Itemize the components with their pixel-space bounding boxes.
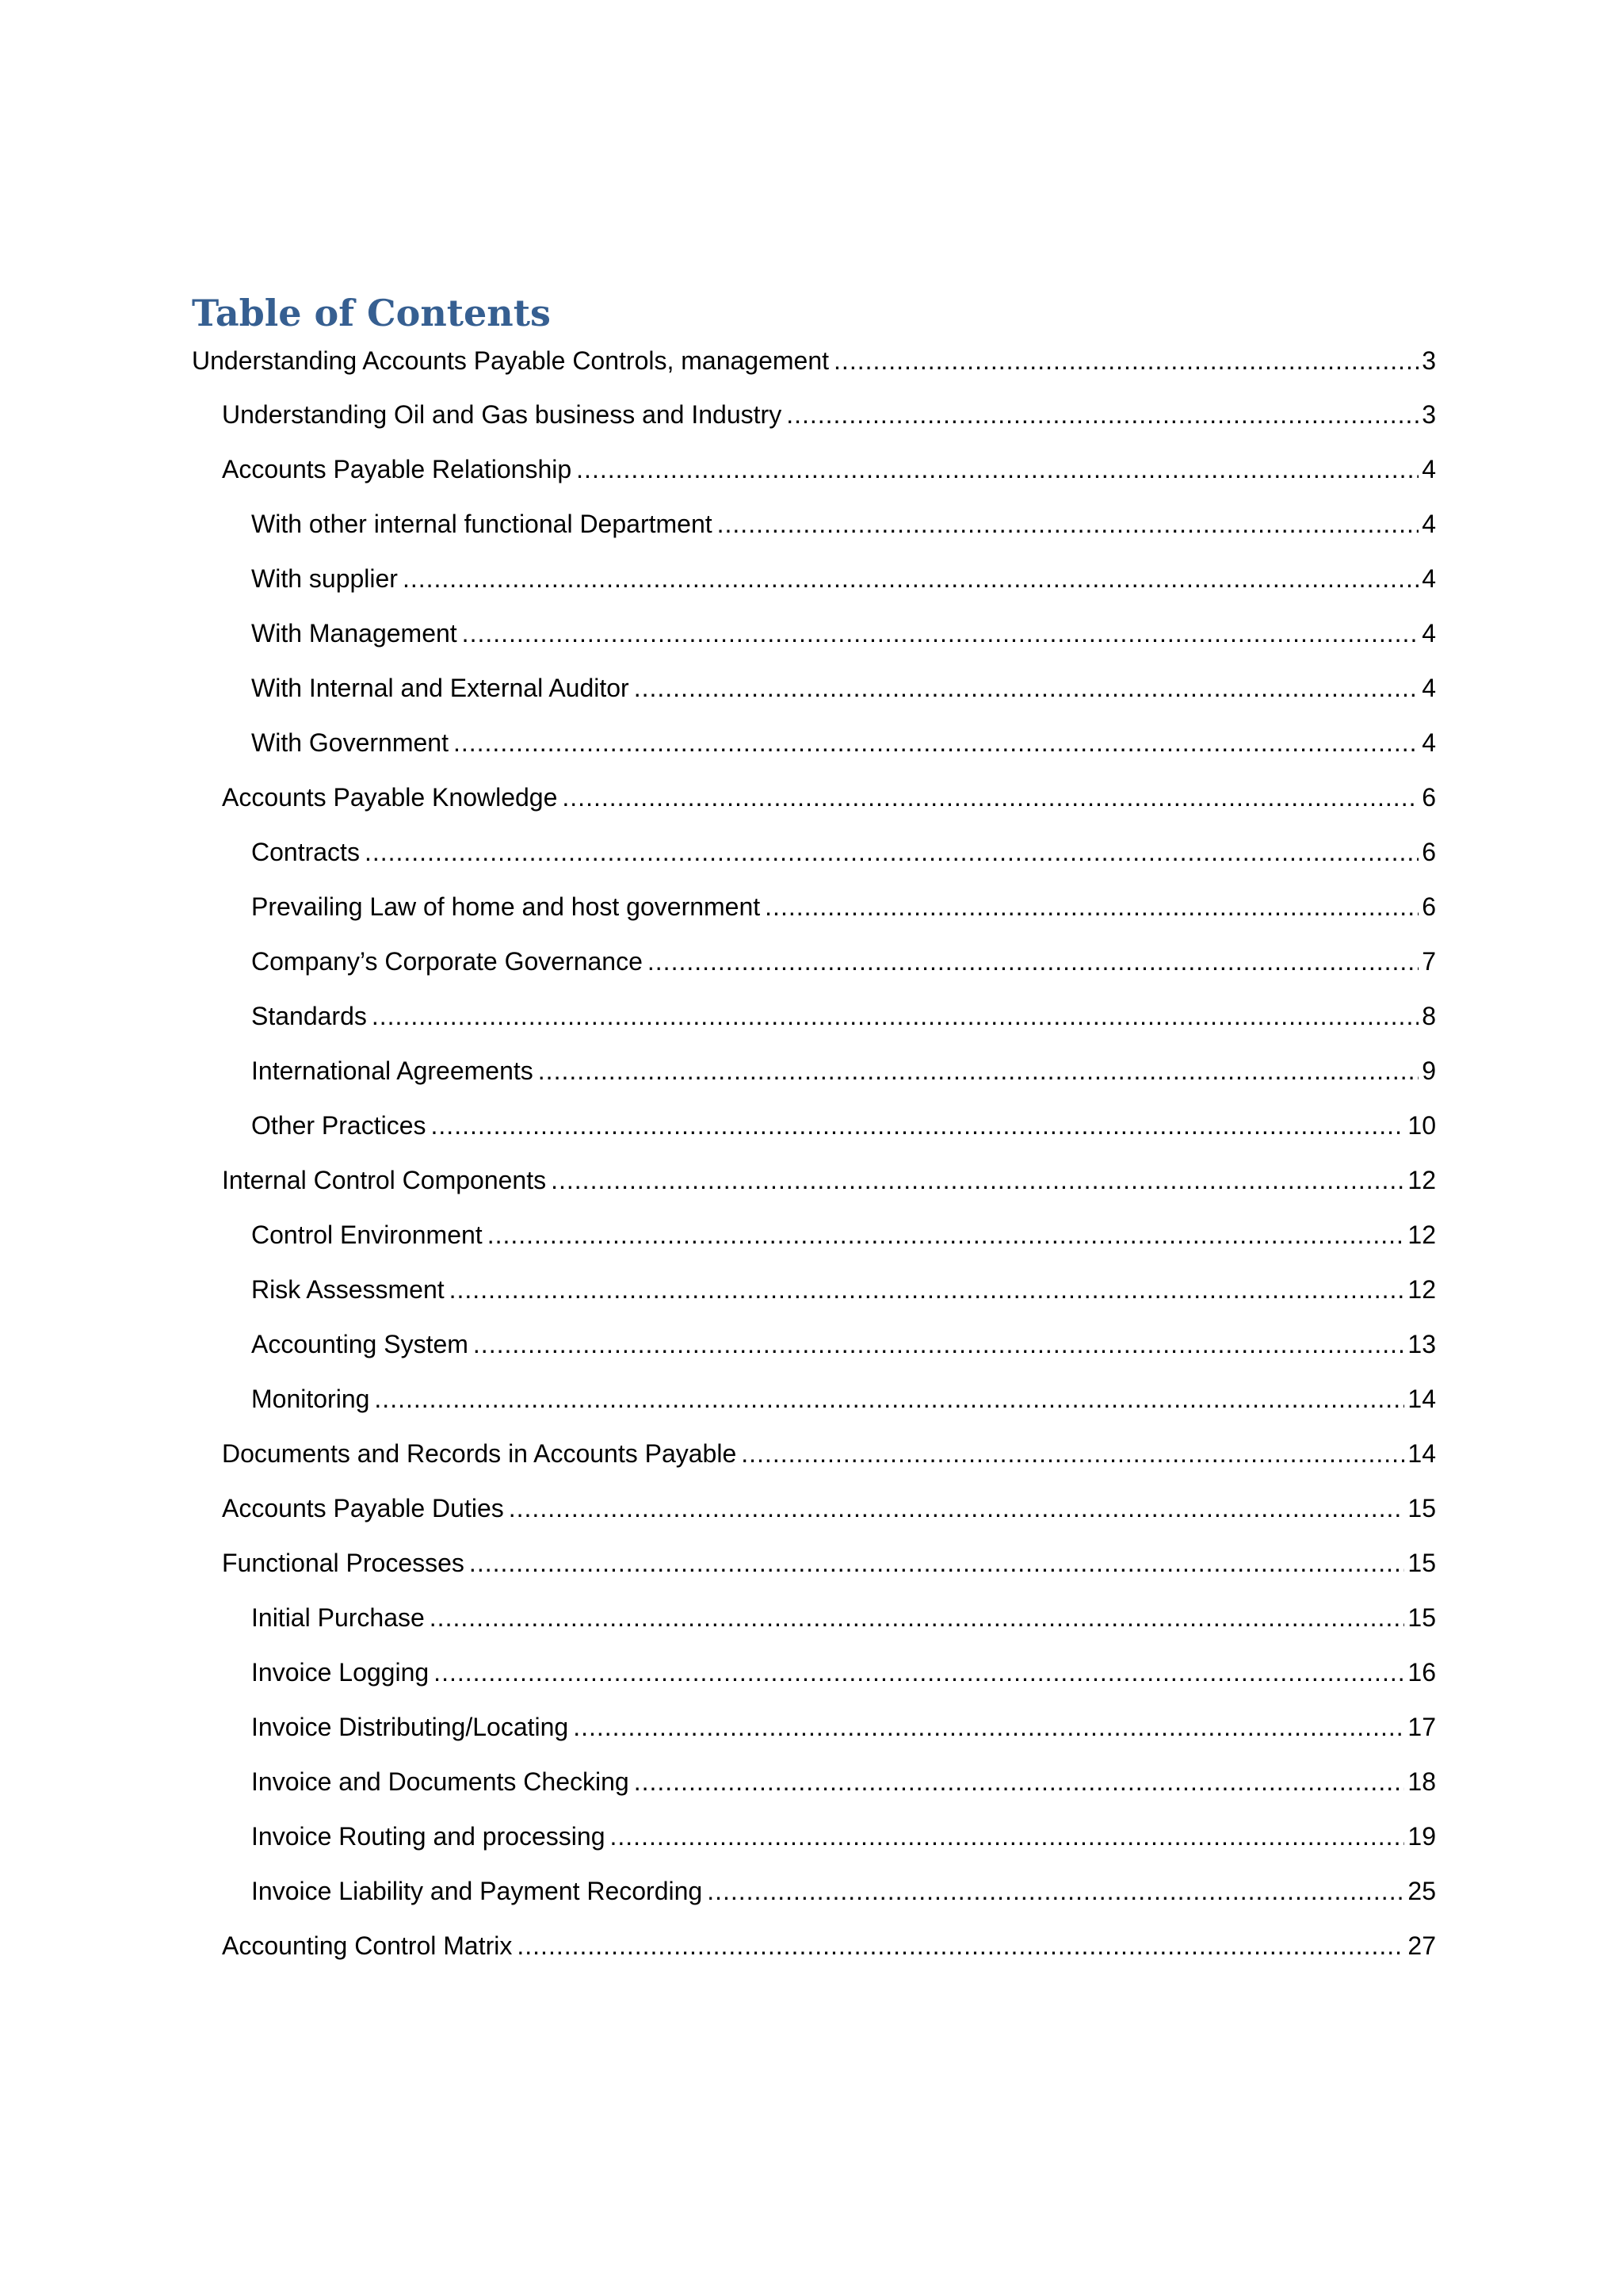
toc-entry[interactable] xyxy=(192,443,1436,498)
toc-entry[interactable] xyxy=(192,1537,1436,1591)
toc-page-number: 6 xyxy=(1422,892,1436,921)
toc-dot-leader xyxy=(538,1045,1419,1097)
toc-page-number: 7 xyxy=(1422,947,1436,976)
toc-dot-leader xyxy=(834,334,1419,387)
toc-page-number: 12 xyxy=(1407,1275,1436,1304)
toc-page-number: 12 xyxy=(1407,1221,1436,1249)
toc-dot-leader xyxy=(610,1810,1405,1862)
toc-page-number: 4 xyxy=(1422,510,1436,538)
toc-page-number: 18 xyxy=(1407,1767,1436,1796)
toc-page-number: 4 xyxy=(1422,674,1436,702)
toc-entry[interactable] xyxy=(192,826,1436,881)
toc-entry-text: Documents and Records in Accounts Payable xyxy=(222,1439,737,1468)
toc-entry[interactable] xyxy=(192,716,1436,771)
toc-page-number: 15 xyxy=(1407,1603,1436,1632)
toc-page-number: 3 xyxy=(1422,346,1436,375)
toc-entry-text: Standards xyxy=(251,1002,367,1030)
toc-entry-text: International Agreements xyxy=(251,1056,533,1085)
toc-entry-text: Understanding Accounts Payable Controls, management xyxy=(192,346,830,375)
toc-dot-leader xyxy=(449,1263,1405,1316)
toc-entry-text: Contracts xyxy=(251,838,360,866)
toc-entry[interactable] xyxy=(192,1646,1436,1701)
toc-entry[interactable] xyxy=(192,388,1436,443)
toc-page-number: 4 xyxy=(1422,564,1436,593)
toc-entry[interactable] xyxy=(192,1154,1436,1209)
toc-page-number: 16 xyxy=(1407,1658,1436,1687)
toc-dot-leader xyxy=(741,1427,1404,1480)
toc-page-number: 4 xyxy=(1422,619,1436,648)
toc-entry-text: Internal Control Components xyxy=(222,1166,547,1194)
toc-dot-leader xyxy=(573,1701,1404,1753)
toc-entry[interactable] xyxy=(192,552,1436,607)
toc-entry[interactable] xyxy=(192,1920,1436,1974)
toc-entry[interactable] xyxy=(192,881,1436,935)
toc-page-number: 17 xyxy=(1407,1713,1436,1741)
toc-entry[interactable] xyxy=(192,1209,1436,1263)
toc-dot-leader xyxy=(634,662,1419,714)
toc-entry[interactable] xyxy=(192,1427,1436,1482)
toc-dot-leader xyxy=(509,1482,1405,1534)
toc-entry[interactable] xyxy=(192,334,1436,388)
toc-entry-text: Accounts Payable Duties xyxy=(222,1494,504,1522)
toc-dot-leader xyxy=(562,771,1419,823)
toc-entry-text: Control Environment xyxy=(251,1221,483,1249)
toc-dot-leader xyxy=(765,881,1419,933)
toc-entry[interactable] xyxy=(192,1099,1436,1154)
toc-entry-text: Functional Processes xyxy=(222,1549,464,1577)
toc-entry[interactable] xyxy=(192,662,1436,716)
toc-entry-text: Invoice and Documents Checking xyxy=(251,1767,629,1796)
toc-entry[interactable] xyxy=(192,935,1436,990)
toc-page-number: 10 xyxy=(1407,1111,1436,1140)
toc-dot-leader xyxy=(453,716,1419,769)
toc-page-number: 3 xyxy=(1422,400,1436,429)
toc-entry[interactable] xyxy=(192,1810,1436,1865)
toc-entry[interactable] xyxy=(192,1755,1436,1810)
toc-page-number: 15 xyxy=(1407,1549,1436,1577)
toc-dot-leader xyxy=(707,1865,1404,1917)
toc-entry-text: Invoice Liability and Payment Recording xyxy=(251,1877,703,1905)
toc-page-number: 8 xyxy=(1422,1002,1436,1030)
toc-dot-leader xyxy=(469,1537,1404,1589)
toc-page-number: 14 xyxy=(1407,1439,1436,1468)
toc-title: Table of Contents xyxy=(192,292,551,334)
toc-entry-text: With Government xyxy=(251,728,449,757)
toc-entry-text: Company’s Corporate Governance xyxy=(251,947,643,976)
toc-dot-leader xyxy=(717,498,1419,550)
toc-entry[interactable] xyxy=(192,1865,1436,1920)
toc-entry-text: Risk Assessment xyxy=(251,1275,445,1304)
toc-dot-leader xyxy=(365,826,1419,878)
toc-entry[interactable] xyxy=(192,1318,1436,1373)
toc-page-number: 14 xyxy=(1407,1385,1436,1413)
toc-entry-text: Accounting System xyxy=(251,1330,468,1358)
toc-page-number: 12 xyxy=(1407,1166,1436,1194)
toc-dot-leader xyxy=(647,935,1419,988)
toc-page-number: 6 xyxy=(1422,838,1436,866)
toc-entry-text: Prevailing Law of home and host government xyxy=(251,892,761,921)
toc-dot-leader xyxy=(576,443,1419,495)
toc-entry[interactable] xyxy=(192,1263,1436,1318)
toc-entry-text: Invoice Routing and processing xyxy=(251,1822,605,1851)
toc-dot-leader xyxy=(430,1591,1405,1644)
toc-dot-leader xyxy=(551,1154,1404,1206)
toc-entry[interactable] xyxy=(192,1373,1436,1427)
toc-dot-leader xyxy=(372,990,1419,1042)
toc-entry[interactable] xyxy=(192,771,1436,826)
toc-entry-text: With supplier xyxy=(251,564,398,593)
toc-page-number: 15 xyxy=(1407,1494,1436,1522)
toc-entry[interactable] xyxy=(192,990,1436,1045)
toc-dot-leader xyxy=(462,607,1419,659)
toc-dot-leader xyxy=(433,1646,1404,1698)
toc-entry-text: Monitoring xyxy=(251,1385,370,1413)
toc-entry-text: Other Practices xyxy=(251,1111,426,1140)
toc-entry-text: With other internal functional Department xyxy=(251,510,712,538)
toc-entry-text: Accounts Payable Knowledge xyxy=(222,783,558,812)
toc-dot-leader xyxy=(473,1318,1405,1370)
toc-dot-leader xyxy=(374,1373,1404,1425)
toc-entry-text: Invoice Logging xyxy=(251,1658,430,1687)
toc-page-number: 27 xyxy=(1407,1931,1436,1960)
toc-entry-text: Invoice Distributing/Locating xyxy=(251,1713,569,1741)
toc-entry[interactable] xyxy=(192,607,1436,662)
toc-entry[interactable] xyxy=(192,498,1436,552)
toc-dot-leader xyxy=(487,1209,1405,1261)
toc-dot-leader xyxy=(634,1755,1405,1808)
toc-dot-leader xyxy=(431,1099,1405,1152)
toc-entry[interactable] xyxy=(192,1482,1436,1537)
toc-entry-text: Initial Purchase xyxy=(251,1603,425,1632)
toc-page-number: 6 xyxy=(1422,783,1436,812)
toc-page-number: 4 xyxy=(1422,728,1436,757)
toc-page-number: 19 xyxy=(1407,1822,1436,1851)
toc-entry-text: Accounting Control Matrix xyxy=(222,1931,513,1960)
toc-entry-text: Accounts Payable Relationship xyxy=(222,455,572,483)
toc-entry[interactable] xyxy=(192,1701,1436,1755)
toc-entry-text: With Management xyxy=(251,619,457,648)
toc-dot-leader xyxy=(786,388,1419,441)
toc-list xyxy=(192,334,1436,1974)
toc-page-number: 4 xyxy=(1422,455,1436,483)
toc-dot-leader xyxy=(517,1920,1404,1972)
toc-entry[interactable] xyxy=(192,1591,1436,1646)
toc-dot-leader xyxy=(403,552,1419,605)
toc-entry-text: With Internal and External Auditor xyxy=(251,674,629,702)
toc-page-number: 25 xyxy=(1407,1877,1436,1905)
toc-page-number: 9 xyxy=(1422,1056,1436,1085)
toc-page-number: 13 xyxy=(1407,1330,1436,1358)
toc-entry-text: Understanding Oil and Gas business and Industry xyxy=(222,400,782,429)
toc-entry[interactable] xyxy=(192,1045,1436,1099)
